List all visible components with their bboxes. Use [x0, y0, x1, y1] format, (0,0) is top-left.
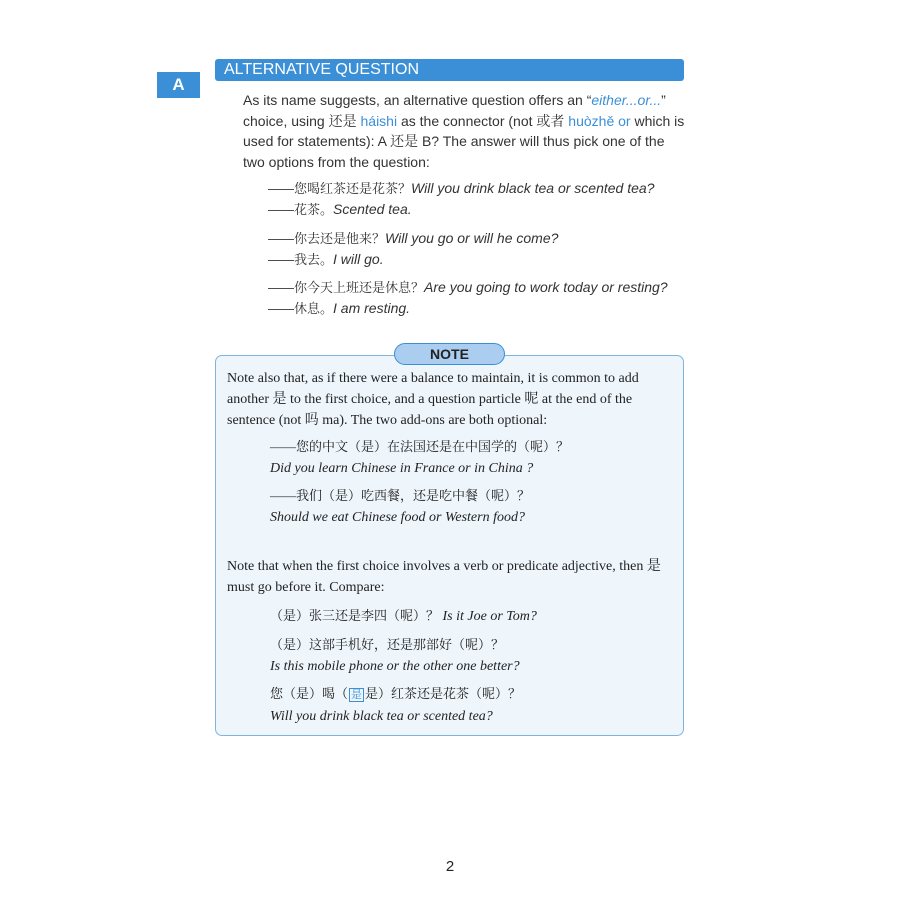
- example-2: ——你去还是他来？Will you go or will he come? ——我去。I will go.: [268, 230, 559, 267]
- note-paragraph-2: Note that when the first choice involves a verb or predicate adjective, then 是 must go before it. Compare:: [227, 559, 661, 595]
- note-paragraph-1: Note also that, as if there were a balance to maintain, it is common to add another 是 to the first choice, and a question particle 呢 at the end of the sentence (not 吗 ma). The two add-ons are both optional:: [227, 371, 639, 428]
- intro-paragraph: As its name suggests, an alternative question offers an “either...or...” choice, using 还是 háishi as the connector (not 或者 huòzhě or which is used for statements): A 还是 B? The answer will thus pick one of the two options from the question:: [243, 92, 685, 170]
- page-number: 2: [445, 858, 455, 875]
- note-example-3: （是）张三还是李四（呢）？ Is it Joe or Tom?: [270, 608, 537, 624]
- section-title: ALTERNATIVE QUESTION: [215, 59, 684, 81]
- note-label: NOTE: [394, 343, 505, 365]
- note-example-1: ——您的中文（是）在法国还是在中国学的（呢）？ Did you learn Chinese in France or in China ?: [270, 439, 570, 476]
- either-or-term: either...or...: [591, 92, 662, 108]
- example-1: ——您喝红茶还是花茶？Will you drink black tea or scented tea? ——花茶。Scented tea.: [268, 180, 655, 217]
- section-letter-badge: A: [157, 72, 200, 98]
- note-example-2: ——我们（是）吃西餐，还是吃中餐（呢）？ Should we eat Chinese food or Western food?: [270, 488, 531, 525]
- example-3: ——你今天上班还是休息？Are you going to work today or resting? ——休息。I am resting.: [268, 279, 668, 316]
- haishi-pinyin: háishi: [360, 112, 398, 129]
- huozhe-pinyin: huòzhě or: [568, 112, 631, 129]
- note-example-5: 您（是）喝（ 是 是）红茶还是花茶（呢）？ Will you drink black tea or scented tea?: [270, 686, 522, 724]
- note-example-4: （是）这部手机好，还是那部好（呢）？ Is this mobile phone or the other one better?: [270, 637, 520, 674]
- crossed-out-shi: 是: [351, 689, 363, 701]
